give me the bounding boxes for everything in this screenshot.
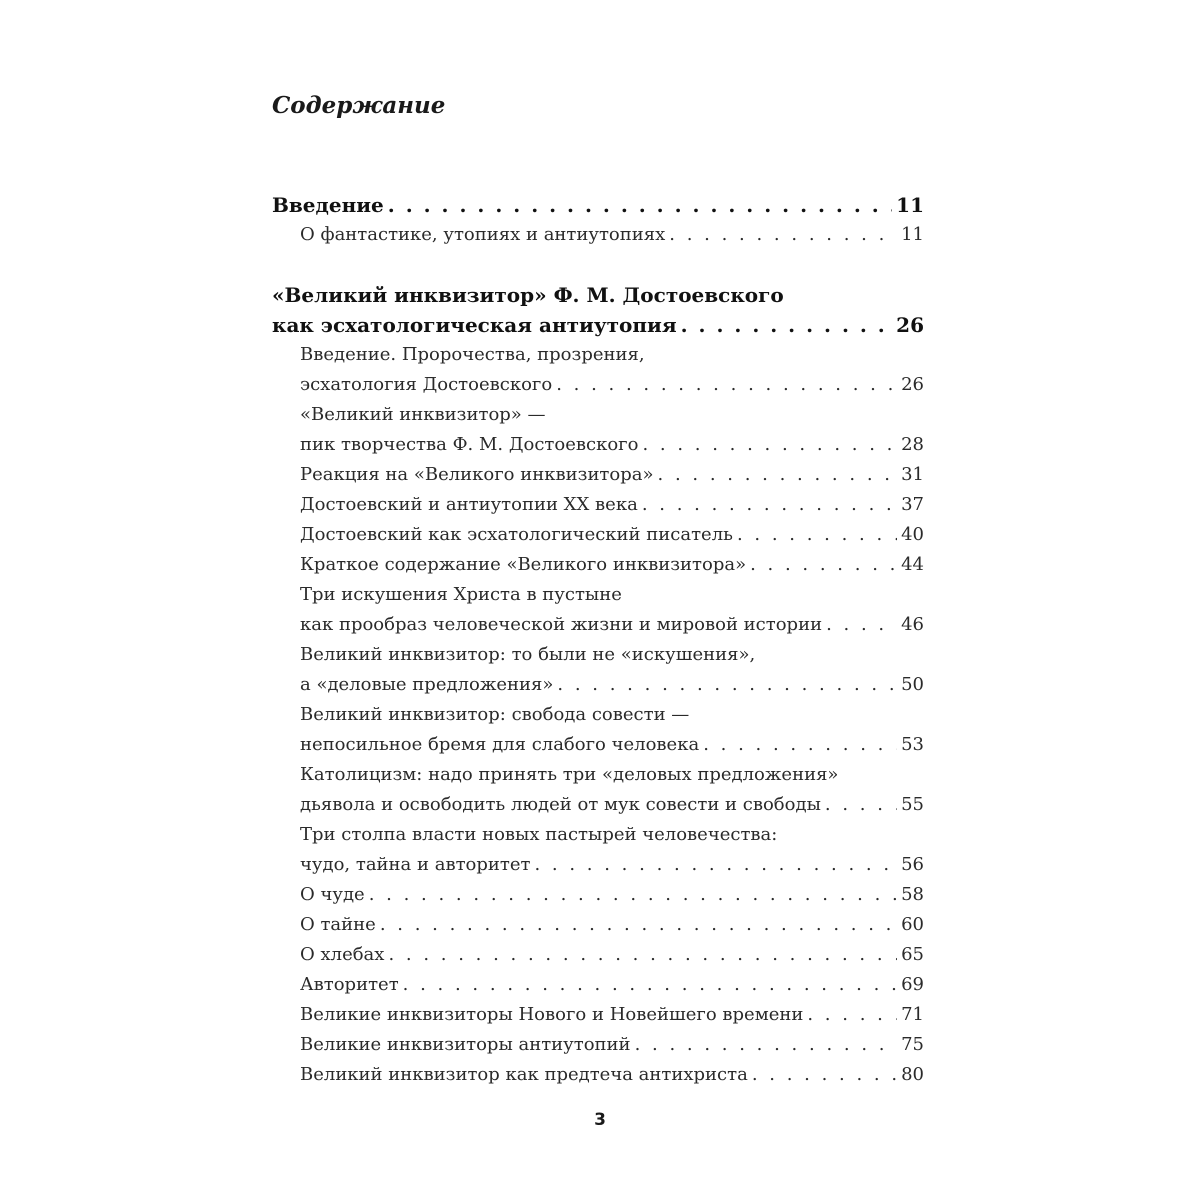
toc-page-number: 44 xyxy=(901,554,924,575)
toc-section-entry[interactable] xyxy=(272,400,924,460)
toc-entry-line xyxy=(272,220,924,250)
toc-entry-line xyxy=(272,1000,924,1030)
toc-section-entry[interactable] xyxy=(272,1030,924,1060)
toc-page-number: 50 xyxy=(901,674,924,695)
toc-entry-line xyxy=(272,550,924,580)
dot-leader xyxy=(737,520,897,550)
toc-section-entry[interactable] xyxy=(272,760,924,820)
page-number: 3 xyxy=(594,1110,606,1130)
toc-page-number: 65 xyxy=(901,944,924,965)
toc-entry-line xyxy=(272,700,924,730)
toc-entry-line xyxy=(272,400,924,430)
dot-leader xyxy=(807,1000,897,1030)
toc-entry-line xyxy=(272,1030,924,1060)
toc-page-number: 71 xyxy=(901,1004,924,1025)
toc-entry-title: «Великий инквизитор» Ф. М. Достоевского xyxy=(272,283,784,307)
toc-entry-title: как эсхатологическая антиутопия xyxy=(272,313,677,337)
dot-leader xyxy=(703,730,897,760)
toc-entry-line xyxy=(272,730,924,760)
toc-entry-line xyxy=(272,460,924,490)
toc-section-entry[interactable] xyxy=(272,970,924,1000)
dot-leader xyxy=(556,370,897,400)
toc-entry-title: непосильное бремя для слабого человека xyxy=(300,734,700,755)
toc-page-number: 40 xyxy=(901,524,924,545)
toc-section-entry[interactable] xyxy=(272,1000,924,1030)
toc-page-number: 26 xyxy=(896,313,924,337)
toc-entry-line xyxy=(272,850,924,880)
dot-leader xyxy=(642,490,897,520)
dot-leader xyxy=(681,310,893,340)
dot-leader xyxy=(635,1030,898,1060)
toc-entry-line xyxy=(272,610,924,640)
toc-section-entry[interactable] xyxy=(272,940,924,970)
toc-entry-title: «Великий инквизитор» — xyxy=(300,404,546,425)
dot-leader xyxy=(388,940,897,970)
toc-entry-title: О фантастике, утопиях и антиутопиях xyxy=(300,224,666,245)
toc-entry-title: а «деловые предложения» xyxy=(300,674,554,695)
toc-entry-title: Великие инквизиторы Нового и Новейшего времени xyxy=(300,1004,804,1025)
toc-page-number: 28 xyxy=(901,434,924,455)
toc-entry-title: Авторитет xyxy=(300,974,399,995)
dot-leader xyxy=(642,430,897,460)
toc-page-number: 46 xyxy=(901,614,924,635)
dot-leader xyxy=(669,220,897,250)
toc-page-number: 31 xyxy=(901,464,924,485)
toc-section-entry[interactable] xyxy=(272,550,924,580)
toc-section-entry[interactable] xyxy=(272,700,924,760)
toc-entry-line xyxy=(272,790,924,820)
toc-entry-title: Три столпа власти новых пастырей человечества: xyxy=(300,824,778,845)
toc-page-number: 75 xyxy=(901,1034,924,1055)
dot-leader xyxy=(380,910,897,940)
toc-entry-title: как прообраз человеческой жизни и мировой истории xyxy=(300,614,823,635)
toc-page-number: 55 xyxy=(901,794,924,815)
toc-entry-line xyxy=(272,580,924,610)
dot-leader xyxy=(825,790,897,820)
toc-entry-title: Достоевский как эсхатологический писатель xyxy=(300,524,733,545)
toc-entry-line xyxy=(272,340,924,370)
toc-entry-line xyxy=(272,910,924,940)
toc-entry-line xyxy=(272,940,924,970)
toc-page-number: 11 xyxy=(896,193,924,217)
toc-entry-line xyxy=(272,310,924,340)
toc-page-number: 80 xyxy=(901,1064,924,1085)
toc-page-number: 60 xyxy=(901,914,924,935)
toc-page-number: 56 xyxy=(901,854,924,875)
toc-entry-title: О хлебах xyxy=(300,944,385,965)
toc-section-entry[interactable] xyxy=(272,580,924,640)
toc-section-entry[interactable] xyxy=(272,820,924,880)
toc-entry-line xyxy=(272,970,924,1000)
dot-leader xyxy=(369,880,897,910)
toc-section-entry[interactable] xyxy=(272,1060,924,1090)
toc-section-entry[interactable] xyxy=(272,490,924,520)
toc-entry-line xyxy=(272,490,924,520)
dot-leader xyxy=(534,850,897,880)
toc-page-number: 11 xyxy=(901,224,924,245)
page-title: Содержание xyxy=(272,92,446,119)
toc-section-entry[interactable] xyxy=(272,460,924,490)
dot-leader xyxy=(752,1060,897,1090)
dot-leader xyxy=(658,460,898,490)
toc-entry-title: пик творчества Ф. М. Достоевского xyxy=(300,434,639,455)
toc-page-number: 26 xyxy=(901,374,924,395)
toc-section-entry[interactable] xyxy=(272,220,924,250)
toc-entry-title: Три искушения Христа в пустыне xyxy=(300,584,622,605)
toc-section-entry[interactable] xyxy=(272,880,924,910)
toc-entry-line xyxy=(272,640,924,670)
toc-entry-title: Великий инквизитор: свобода совести — xyxy=(300,704,690,725)
toc-entry-title: Великий инквизитор: то были не «искушения», xyxy=(300,644,756,665)
toc-page-number: 53 xyxy=(901,734,924,755)
toc-spacer xyxy=(272,250,924,280)
table-of-contents xyxy=(272,190,924,1090)
toc-page-number: 58 xyxy=(901,884,924,905)
toc-section-entry[interactable] xyxy=(272,910,924,940)
dot-leader xyxy=(826,610,897,640)
toc-entry-line xyxy=(272,880,924,910)
toc-entry-title: Великие инквизиторы антиутопий xyxy=(300,1034,631,1055)
toc-entry-title: Введение. Пророчества, прозрения, xyxy=(300,344,645,365)
toc-entry-line xyxy=(272,280,924,310)
toc-entry-line xyxy=(272,1060,924,1090)
toc-entry-title: Достоевский и антиутопии XX века xyxy=(300,494,638,515)
toc-section-entry[interactable] xyxy=(272,520,924,550)
toc-entry-line xyxy=(272,430,924,460)
toc-entry-line xyxy=(272,670,924,700)
toc-section-entry[interactable] xyxy=(272,640,924,700)
dot-leader xyxy=(403,970,897,1000)
toc-entry-line xyxy=(272,520,924,550)
toc-entry-title: О тайне xyxy=(300,914,376,935)
toc-entry-title: Великий инквизитор как предтеча антихриста xyxy=(300,1064,748,1085)
toc-entry-line xyxy=(272,760,924,790)
toc-entry-title: чудо, тайна и авторитет xyxy=(300,854,531,875)
toc-entry-title: дьявола и освободить людей от мук совести и свободы xyxy=(300,794,821,815)
toc-entry-title: О чуде xyxy=(300,884,365,905)
dot-leader xyxy=(388,190,892,220)
toc-entry-line xyxy=(272,190,924,220)
dot-leader xyxy=(557,670,897,700)
toc-entry-line xyxy=(272,820,924,850)
toc-page-number: 69 xyxy=(901,974,924,995)
toc-entry-title: Краткое содержание «Великого инквизитора» xyxy=(300,554,747,575)
toc-entry-title: эсхатология Достоевского xyxy=(300,374,553,395)
toc-section-entry[interactable] xyxy=(272,340,924,400)
toc-entry-title: Введение xyxy=(272,193,384,217)
dot-leader xyxy=(750,550,897,580)
toc-entry-title: Католицизм: надо принять три «деловых предложения» xyxy=(300,764,839,785)
toc-entry-line xyxy=(272,370,924,400)
toc-chapter-entry[interactable] xyxy=(272,190,924,220)
toc-chapter-entry[interactable] xyxy=(272,280,924,340)
toc-page-number: 37 xyxy=(901,494,924,515)
toc-entry-title: Реакция на «Великого инквизитора» xyxy=(300,464,654,485)
